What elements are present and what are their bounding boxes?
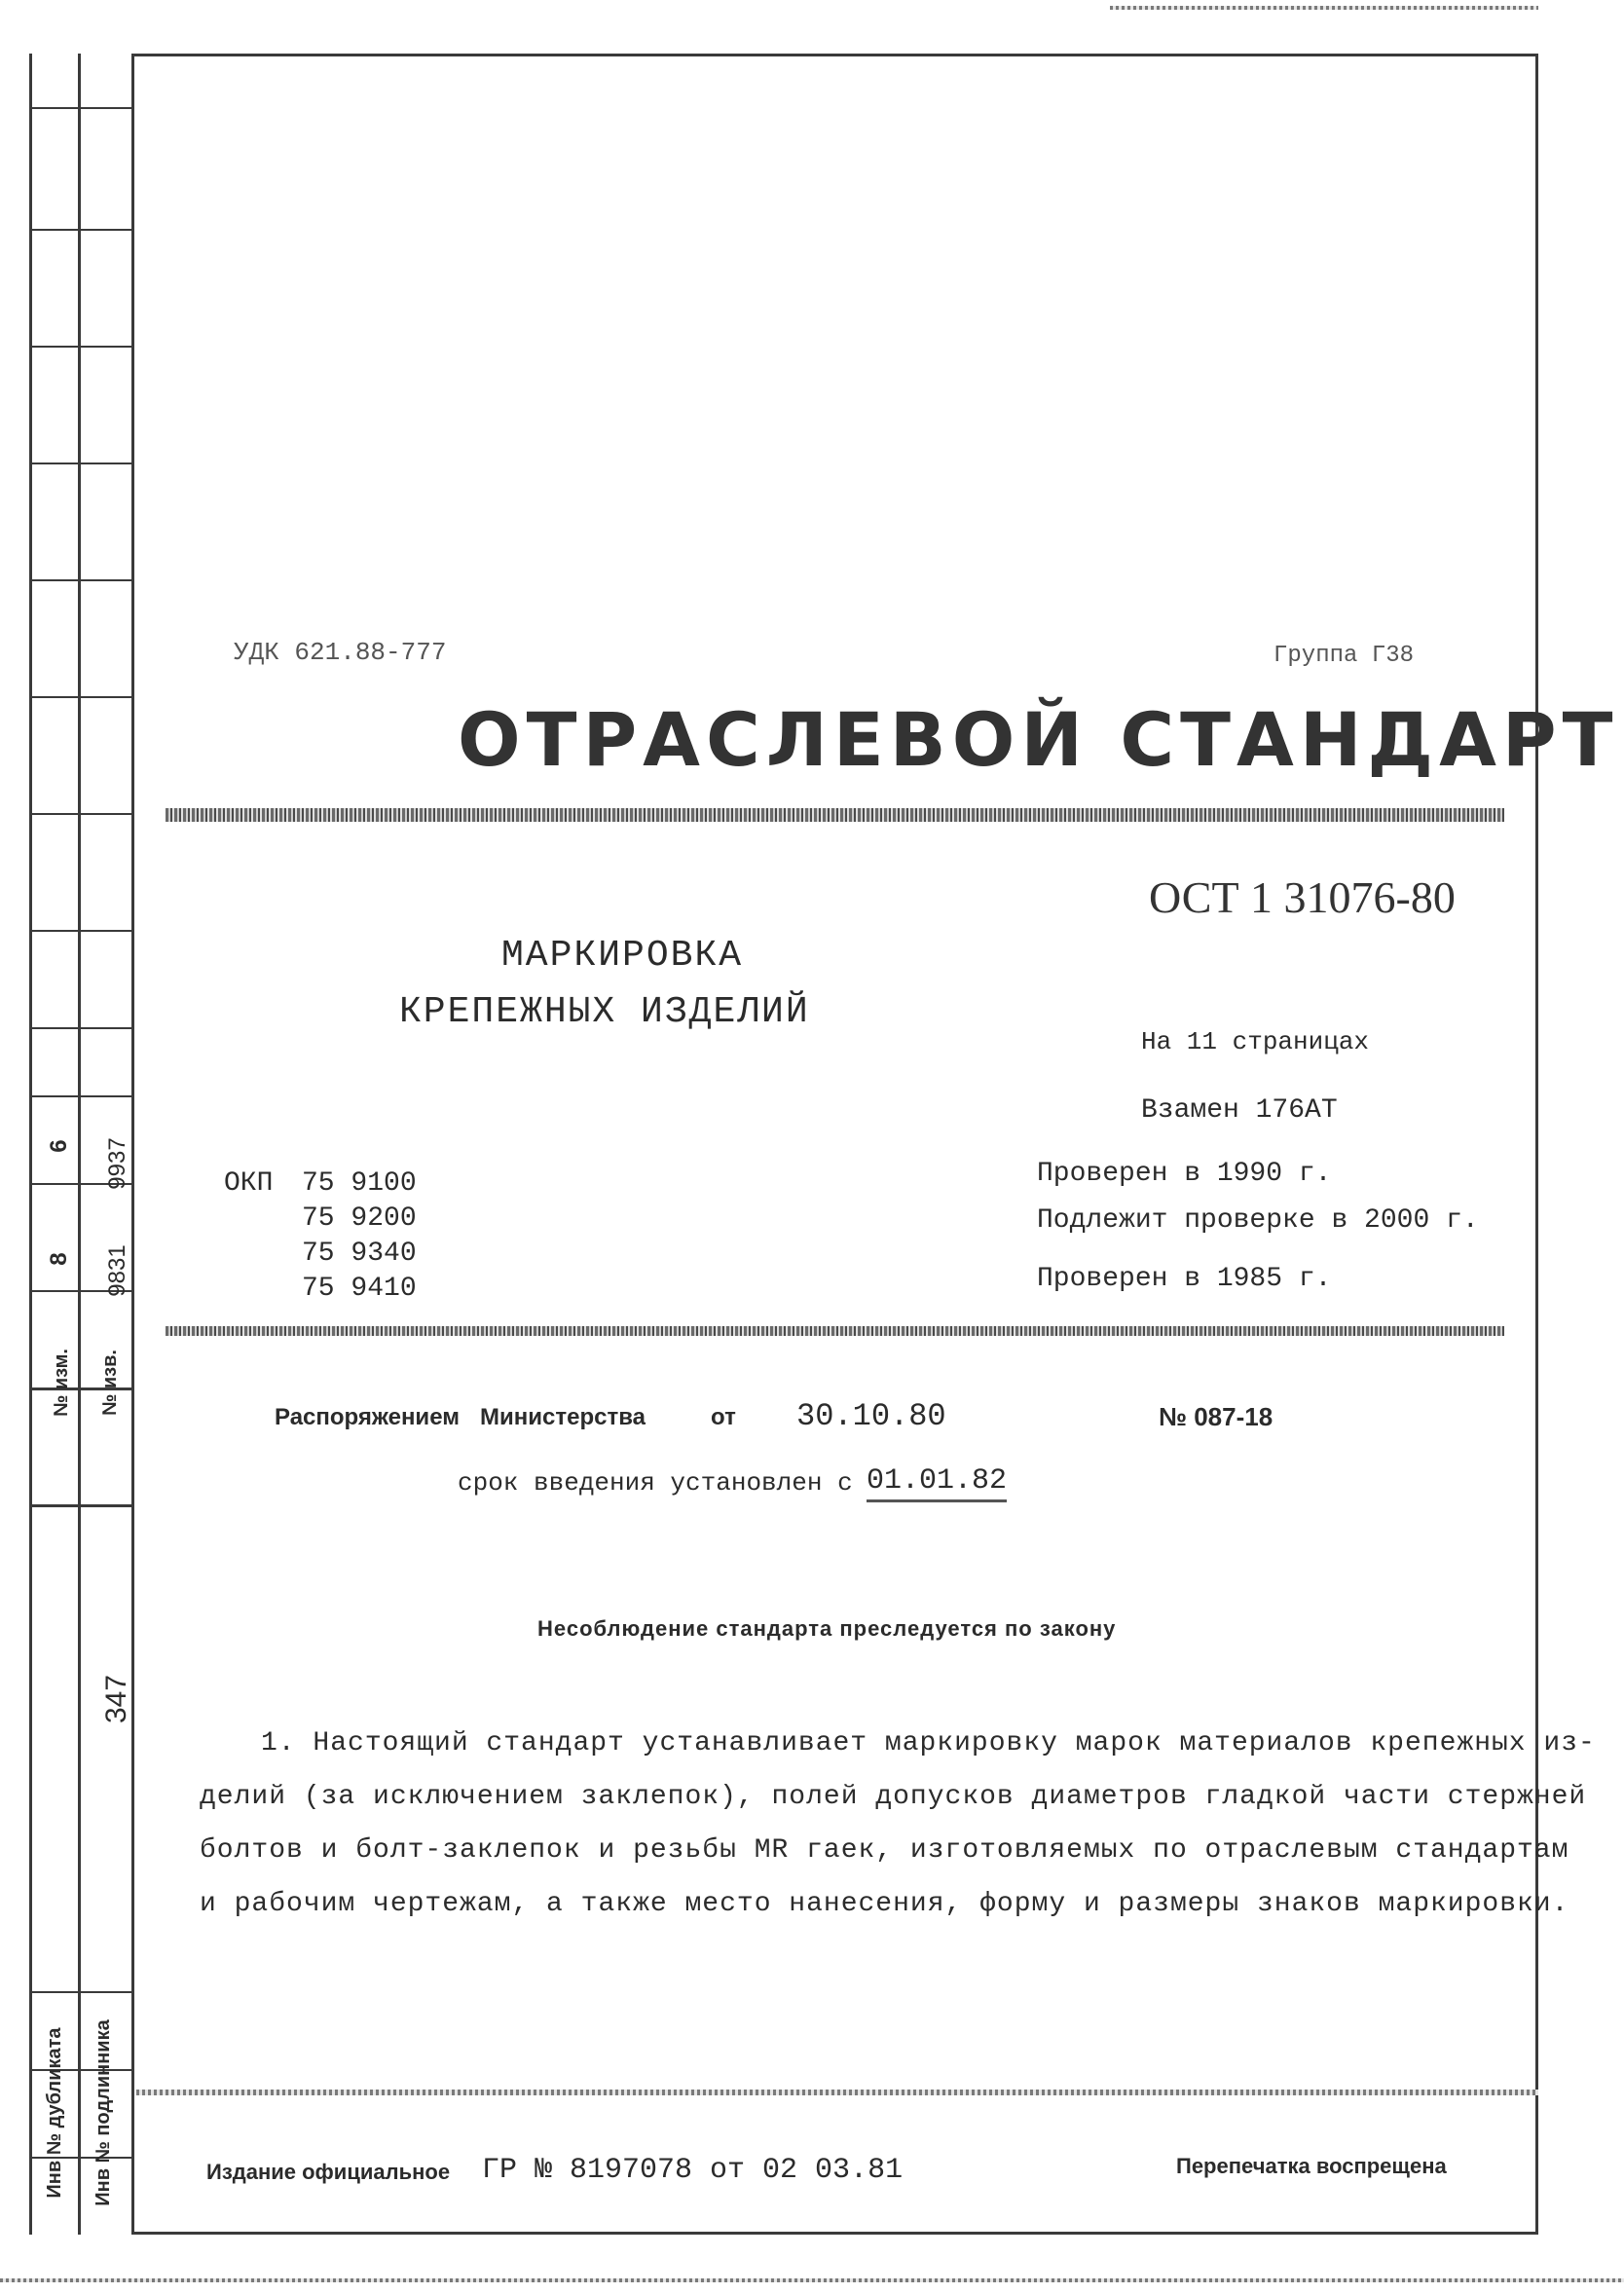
pages-count: На 11 страницах (1141, 1027, 1370, 1056)
replaces: Взамен 176АТ (1141, 1095, 1338, 1126)
paragraph-line-4: и рабочим чертежам, а также место нанесения, форму и размеры знаков маркировки. (200, 1889, 1569, 1919)
subject-line-1: МАРКИРОВКА (501, 935, 744, 977)
group-code: Группа Г38 (1273, 643, 1415, 669)
okp-code-4: 75 9410 (302, 1274, 417, 1304)
udk-code: УДК 621.88-777 (234, 638, 447, 667)
title-rule (166, 808, 1504, 822)
label-inv-duplicate: Инв № дубликата (44, 2027, 65, 2199)
scan-edge-bottom (0, 2278, 1624, 2282)
okp-rule (166, 1326, 1504, 1336)
paragraph-line-1: 1. Настоящий стандарт устанавливает маркировку марок материалов крепежных из- (261, 1728, 1596, 1758)
checked-1990: Проверен в 1990 г. (1037, 1159, 1332, 1189)
order-date: 30.10.80 (796, 1398, 946, 1434)
law-notice: Несоблюдение стандарта преследуется по закону (537, 1616, 1117, 1641)
edition-label: Издание официальное (206, 2160, 451, 2184)
order-ministry: Министерства (480, 1404, 646, 1430)
revision-doc-1: 9937 (104, 1137, 130, 1190)
scan-edge-top (1110, 6, 1538, 10)
next-check: Подлежит проверке в 2000 г. (1037, 1205, 1479, 1236)
page-title: ОТРАСЛЕВОЙ СТАНДАРТ (458, 696, 1619, 783)
okp-code-3: 75 9340 (302, 1239, 417, 1269)
okp-code-2: 75 9200 (302, 1203, 417, 1234)
order-from: от (711, 1404, 736, 1430)
order-number: № 087-18 (1159, 1402, 1273, 1431)
label-revision-no: № изм. (51, 1349, 72, 1417)
reprint-notice: Перепечатка воспрещена (1176, 2154, 1447, 2178)
paragraph-line-3: болтов и болт-заклепок и резьбы МR гаек, изготовляемых по отраслевым стандартам (200, 1835, 1569, 1866)
okp-label: ОКП (224, 1168, 274, 1199)
paragraph-line-2: делий (за исключением заклепок), полей допусков диаметров гладкой части стержней (200, 1782, 1587, 1812)
revision-doc-2: 9831 (104, 1244, 130, 1297)
subject-line-2: КРЕПЕЖНЫХ ИЗДЕЛИЙ (399, 991, 810, 1033)
label-notice-no: № изв. (99, 1350, 121, 1416)
revision-number-2: 8 (46, 1252, 72, 1266)
revision-number-1: 6 (46, 1139, 72, 1153)
okp-code-1: 75 9100 (302, 1168, 417, 1199)
checked-1985: Проверен в 1985 г. (1037, 1264, 1332, 1294)
registration: ГР № 8197078 от 02 03.81 (482, 2154, 904, 2187)
intro-text: срок введения установлен с (458, 1468, 853, 1498)
label-inv-original: Инв № подлинника (92, 2019, 114, 2206)
order-label: Распоряжением (275, 1404, 460, 1430)
intro-date: 01.01.82 (867, 1464, 1007, 1502)
standard-number: ОСТ 1 31076-80 (1149, 872, 1456, 922)
footer-rule (136, 2090, 1538, 2095)
inv-duplicate-value: 347 (100, 1674, 132, 1724)
